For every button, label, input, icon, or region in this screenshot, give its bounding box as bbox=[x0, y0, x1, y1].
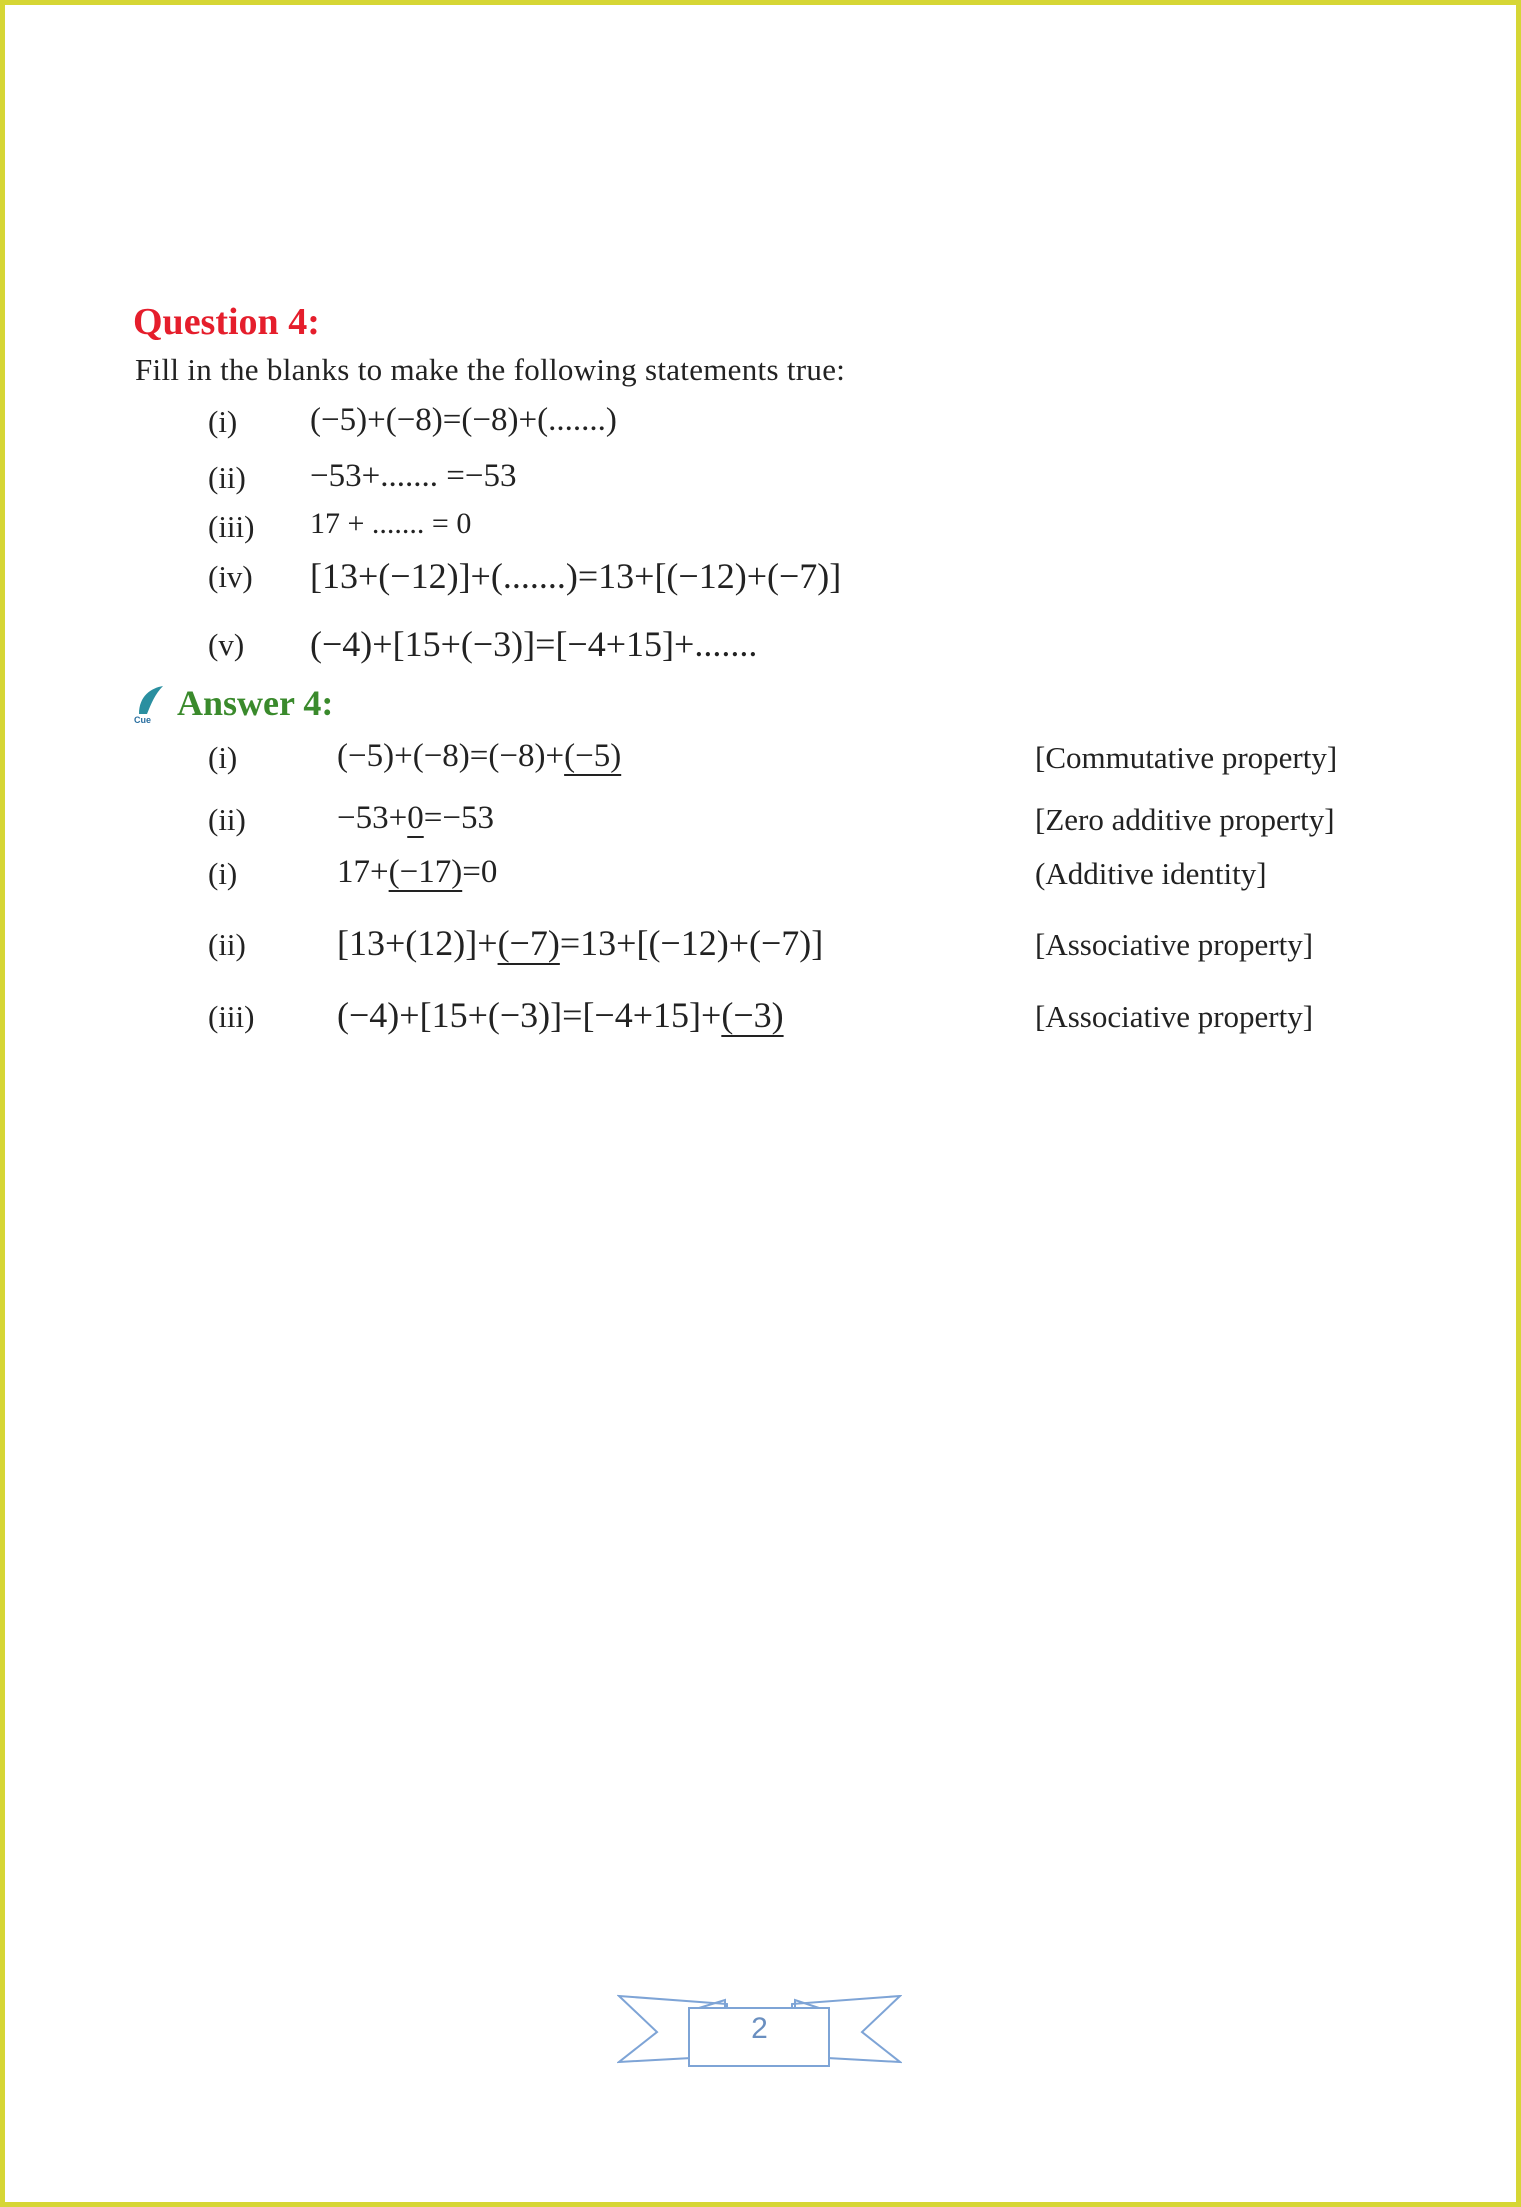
question-item-expression: (−4)+[15+(−3)]=[−4+15]+....... bbox=[310, 624, 758, 664]
expr-pre: (−5)+(−8)=(−8)+ bbox=[337, 738, 565, 774]
answer-item-property: [Commutative property] bbox=[1035, 740, 1338, 775]
answer-item-label: (ii) bbox=[208, 927, 246, 962]
expr-post: =0 bbox=[462, 854, 498, 890]
answer-item-expression bbox=[337, 994, 784, 1036]
expr-post: =13+[(−12)+(−7)] bbox=[559, 923, 824, 963]
question-item-label: (v) bbox=[208, 627, 245, 662]
question-item-label: (i) bbox=[208, 404, 238, 439]
answer-item-property: (Additive identity] bbox=[1035, 856, 1267, 891]
expr-pre: (−4)+[15+(−3)]=[−4+15]+ bbox=[337, 995, 722, 1035]
answer-title-row bbox=[133, 682, 333, 724]
answer-item-label: (iii) bbox=[208, 999, 255, 1034]
page-number-banner bbox=[617, 1990, 902, 2070]
answer-item-property: [Associative property] bbox=[1035, 999, 1314, 1034]
question-intro: Fill in the blanks to make the following statements true: bbox=[135, 352, 846, 387]
question-item-expression: [13+(−12)]+(.......)=13+[(−12)+(−7)] bbox=[310, 556, 842, 596]
answer-item-label: (i) bbox=[208, 740, 238, 775]
page-number: 2 bbox=[751, 2012, 768, 2045]
question-title: Question 4: bbox=[133, 301, 320, 343]
expr-answer: (−17) bbox=[388, 854, 463, 890]
expr-answer: (−3) bbox=[721, 995, 784, 1035]
answer-item-expression bbox=[337, 738, 621, 775]
expr-post: =−53 bbox=[423, 800, 494, 836]
answer-item-expression bbox=[337, 800, 494, 837]
question-item-expression: −53+....... =−53 bbox=[310, 458, 517, 494]
answer-item-property: [Associative property] bbox=[1035, 927, 1314, 962]
expr-pre: −53+ bbox=[337, 800, 408, 836]
answer-item-expression bbox=[337, 922, 823, 964]
question-item-label: (iv) bbox=[208, 559, 253, 594]
svg-text:Cue: Cue bbox=[134, 715, 152, 724]
answer-item-label: (i) bbox=[208, 856, 238, 891]
expr-answer: (−7) bbox=[497, 923, 560, 963]
expr-answer: 0 bbox=[407, 800, 424, 836]
question-item-label: (iii) bbox=[208, 509, 255, 544]
question-item-expression: 17 + ....... = 0 bbox=[310, 507, 472, 540]
answer-item-label: (ii) bbox=[208, 802, 246, 837]
question-item-expression: (−5)+(−8)=(−8)+(.......) bbox=[310, 402, 617, 438]
answer-title: Answer 4: bbox=[177, 683, 334, 723]
expr-pre: 17+ bbox=[337, 854, 389, 890]
cuemath-logo-icon bbox=[133, 684, 171, 724]
expr-pre: [13+(12)]+ bbox=[337, 923, 498, 963]
answer-item-property: [Zero additive property] bbox=[1035, 802, 1335, 837]
answer-item-expression bbox=[337, 854, 497, 891]
question-item-label: (ii) bbox=[208, 460, 246, 495]
expr-answer: (−5) bbox=[564, 738, 622, 774]
